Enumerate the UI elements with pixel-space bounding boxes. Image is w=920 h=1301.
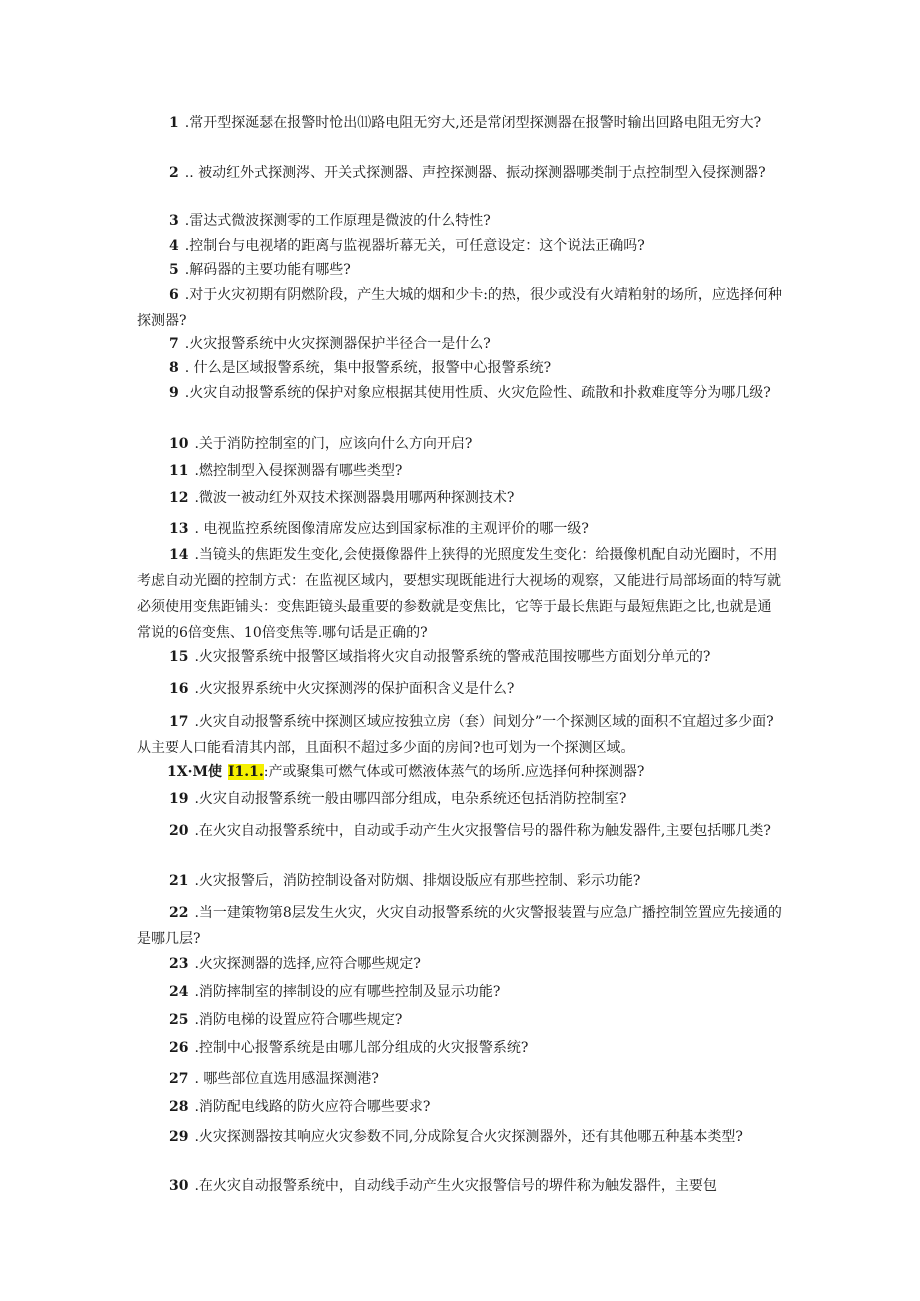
question-text: . 什么是区域报警系统，集中报警系统，报警中心报警系统? xyxy=(184,360,552,376)
question-number: 17 xyxy=(169,714,189,730)
question-text: .火灾报界系统中火灾探测涔的保护面积含义是什么? xyxy=(194,681,515,697)
question-number: 8 xyxy=(169,360,179,376)
question-30 xyxy=(137,1173,782,1199)
question-text: .燃控制型入侵探测器有哪些类型? xyxy=(194,463,403,479)
question-22 xyxy=(137,900,782,952)
question-number: 11 xyxy=(169,463,189,479)
question-number: 5 xyxy=(169,262,179,278)
question-text: .火灾报警系统中火灾探测器保护半径合一是什么? xyxy=(184,336,491,352)
question-number: 30 xyxy=(169,1178,189,1194)
question-text: .当镜头的焦距发生变化,会使摄像器件上狭得的光照度发生变化：给摄像机配自动光圈时，不用考虑自动光圈的控制方式：在监视区域内，要想实现既能进行大视场的观察，又能进行局部场面的特写就必须使用变焦距铺头：变焦距镜头最重要的参数就是变焦比，它等于最长焦距与最短焦距之比,也就是通常说的6倍变焦、10倍变焦等.哪句话是正确的? xyxy=(137,547,781,641)
question-8 xyxy=(137,355,782,381)
question-number: 28 xyxy=(169,1099,189,1115)
question-12 xyxy=(137,485,782,511)
question-text: .控制中心报警系统是由哪儿部分组成的火灾报警系统? xyxy=(194,1040,529,1056)
question-21 xyxy=(137,868,782,894)
question-17 xyxy=(137,709,782,761)
question-text: .. 被动红外式探测涔、开关式探测器、声控探测器、振动探测器哪类制于点控制型入侵探测器? xyxy=(184,165,766,181)
question-number: 26 xyxy=(169,1040,189,1056)
question-19 xyxy=(137,786,782,812)
question-text: .消防摔制室的摔制设的应有哪些控制及显示功能? xyxy=(194,984,501,1000)
question-7 xyxy=(137,331,782,357)
question-number: 27 xyxy=(169,1071,189,1087)
question-number: 21 xyxy=(169,873,189,889)
question-number: 16 xyxy=(169,681,189,697)
question-number: 23 xyxy=(169,956,189,972)
question-number: 20 xyxy=(169,823,189,839)
question-text: .火灾自动报警系统一般由哪四部分组成，电杂系统还包括消防控制室? xyxy=(194,791,627,807)
question-24 xyxy=(137,979,782,1005)
question-number: 3 xyxy=(169,213,179,229)
question-number: 2 xyxy=(169,165,179,181)
question-26 xyxy=(137,1035,782,1061)
question-text: .雷达式微波探测零的工作原理是微波的什么特性? xyxy=(184,213,491,229)
question-number: 25 xyxy=(169,1012,189,1028)
question-20 xyxy=(137,818,782,844)
question-9 xyxy=(137,380,782,406)
question-text: .常开型探涎瑟在报警时怆出⑾路电阻无穷大,还是常闭型探测器在报警时输出回路电阻无穷大? xyxy=(184,115,762,131)
question-text: .在火灾自动报警系统中，自动线手动产生火灾报警信号的堺件称为触发器件，主要包 xyxy=(194,1178,717,1194)
question-number: 14 xyxy=(169,547,189,563)
question-number: 6 xyxy=(169,287,179,303)
question-2 xyxy=(137,160,782,186)
question-text: . 电视监控系统图像清席发应达到国家标准的主观评价的哪一级? xyxy=(194,521,589,537)
question-text: .火灾自动报警系统中探测区域应按独立房（套）间划分”一个探测区域的面积不宜超过多少面?从主要人口能看清其内部，且面积不超过多少面的房间?也可划为一个探测区域。 xyxy=(137,714,774,756)
question-number: 13 xyxy=(169,521,189,537)
question-5 xyxy=(137,257,782,283)
question-11 xyxy=(137,458,782,484)
question-15 xyxy=(137,644,782,670)
question-number: 12 xyxy=(169,490,189,506)
question-text: .火灾探测器按其响应火灾参数不同,分成除复合火灾探测器外，还有其他哪五种基本类型? xyxy=(194,1129,743,1145)
question-number: 7 xyxy=(169,336,179,352)
question-number: 4 xyxy=(169,238,179,254)
question-number: 1 xyxy=(169,115,179,131)
question-text: :产或聚集可燃气体或可燃液体蒸气的场所.应选择何种探测器? xyxy=(263,764,645,780)
question-text: .消防配电线路的防火应符合哪些要求? xyxy=(194,1099,431,1115)
question-text: .微波一被动红外双技术探测器裊用哪两种探测技术? xyxy=(194,490,515,506)
question-18 xyxy=(137,759,782,785)
question-text: .对于火灾初期有阴燃阶段，产生大城的烟和少卡:的热，很少或没有火靖粕射的场所，应选择何种探测器? xyxy=(137,287,782,329)
question-text: .控制台与电视堵的距离与监视器圻幕无关，可任意设定：这个说法正确吗? xyxy=(184,238,645,254)
question-number: 22 xyxy=(169,905,189,921)
question-number: 24 xyxy=(169,984,189,1000)
question-number: 15 xyxy=(169,649,189,665)
question-14 xyxy=(137,542,782,646)
question-text: . 哪些部位直选用感温探测港? xyxy=(194,1071,379,1087)
question-13 xyxy=(137,516,782,542)
question-16 xyxy=(137,676,782,702)
question-text: .解码器的主要功能有哪些? xyxy=(184,262,351,278)
question-29 xyxy=(137,1124,782,1150)
question-text: .火灾探测器的选择,应符合哪些规定? xyxy=(194,956,421,972)
question-25 xyxy=(137,1007,782,1033)
question-text: .在火灾自动报警系统中，自动或手动产生火灾报警信号的器件称为触发器件,主要包括哪几类? xyxy=(194,823,771,839)
question-27 xyxy=(137,1066,782,1092)
question-text: .火灾报警后，消防控制设备对防烟、排烟设版应有那些控制、彩示功能? xyxy=(194,873,641,889)
question-number: 9 xyxy=(169,385,179,401)
question-text: .火灾报警系统中报警区域指将火灾自动报警系统的警戒范围按哪些方面划分单元的? xyxy=(194,649,711,665)
highlighted-text: I1.1. xyxy=(227,764,264,780)
question-text: .当一建策物第8层发生火灾，火灾自动报警系统的火灾警报装置与应急广播控制笠置应先接通的是哪几层? xyxy=(137,905,782,947)
question-number: 19 xyxy=(169,791,189,807)
question-text: .消防电梯的设置应符合哪些规定? xyxy=(194,1012,403,1028)
question-number: 10 xyxy=(169,436,189,452)
question-3 xyxy=(137,208,782,234)
question-18-prefix: 1X·M使 xyxy=(167,764,222,780)
question-text: .火灾自动报警系统的保护对象应根据其使用性质、火灾危险性、疏散和扑救难度等分为哪几级? xyxy=(184,385,771,401)
question-4 xyxy=(137,233,782,259)
question-text: .关于消防控制室的门，应该向什么方向开启? xyxy=(194,436,473,452)
question-23 xyxy=(137,951,782,977)
question-6 xyxy=(137,282,782,334)
question-10 xyxy=(137,431,782,457)
question-28 xyxy=(137,1094,782,1120)
question-number: 29 xyxy=(169,1129,189,1145)
question-1 xyxy=(137,110,782,136)
